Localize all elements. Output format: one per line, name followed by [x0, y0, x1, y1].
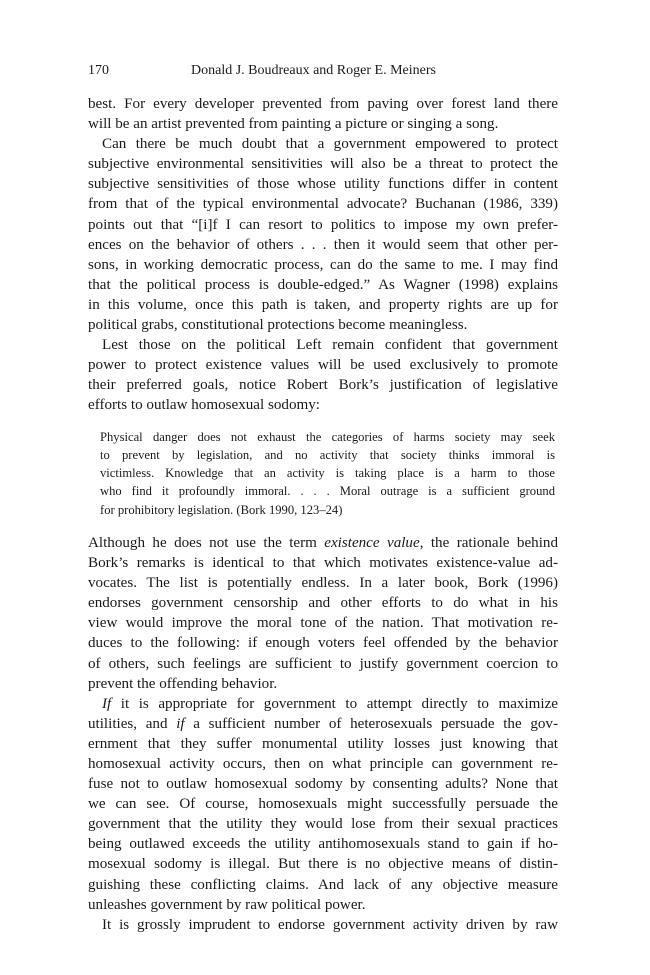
text-line: Can there be much doubt that a government empowered to protect [102, 136, 558, 153]
text-line: If it is appropriate for government to attempt directly to maximize [102, 695, 558, 712]
text-line: fuse not to outlaw homosexual sodomy by consenting adults? None that [88, 776, 558, 793]
text-line: guishing these conflicting claims. And lack of any objective measure [88, 876, 558, 893]
quote-line: Physical danger does not exhaust the categories of harms society may seek [100, 429, 555, 444]
text-line: subjective sensitivities of those whose utility functions differ in content [88, 176, 558, 193]
text-line: It is grossly imprudent to endorse government activity driven by raw [102, 916, 558, 933]
quote-line: who find it profoundly immoral. . . . Moral outrage is a sufficient ground [100, 484, 555, 499]
text-line: power to protect existence values will be used exclusively to promote [88, 357, 558, 374]
text-line: ences on the behavior of others . . . then it would seem that other per- [88, 236, 558, 253]
quote-line: to prevent by legislation, and no activity that society thinks immoral is [100, 447, 555, 462]
text-line: Lest those on the political Left remain confident that government [102, 337, 558, 354]
text-line: sons, in working democratic process, can do the same to me. I may find [88, 256, 558, 273]
text-line: mosexual sodomy is illegal. But there is no objective means of distin- [88, 856, 558, 873]
paragraph-6 [88, 915, 558, 935]
text-line: utilities, and if a sufficient number of heterosexuals persuade the gov- [88, 715, 558, 732]
text-line: that the political process is double-edged.” As Wagner (1998) explains [88, 276, 558, 293]
text-line: government that the utility they would lose from their sexual practices [88, 816, 558, 833]
page-number: 170 [88, 63, 109, 78]
text-line: subjective environmental sensitivities will also be a threat to protect the [88, 156, 558, 173]
text-line: will be an artist prevented from painting a picture or singing a song. [88, 116, 499, 133]
paragraph-4 [88, 533, 558, 694]
text-line: endorses government censorship and other efforts to do what in his [88, 595, 558, 612]
text-line: duces to the following: if enough voters feel offended by the behavior [88, 635, 558, 652]
running-head: Donald J. Boudreaux and Roger E. Meiners [191, 63, 436, 78]
text-line: from that of the typical environmental advocate? Buchanan (1986, 339) [88, 196, 558, 213]
text-line: unleashes government by raw political power. [88, 896, 366, 913]
text-line: their preferred goals, notice Robert Bork’s justification of legislative [88, 377, 558, 394]
paragraph-1 [88, 94, 558, 134]
text-line: we can see. Of course, homosexuals might successfully persuade the [88, 796, 558, 813]
body-text [88, 94, 558, 935]
paragraph-3 [88, 335, 558, 415]
text-line: best. For every developer prevented from paving over forest land there [88, 96, 558, 112]
paragraph-5 [88, 694, 558, 915]
italic-term: existence value [324, 534, 420, 551]
text-line: view would improve the moral tone of the nation. That motivation re- [88, 615, 558, 632]
quote-line: victimless. Knowledge that an activity is taking place is a harm to those [100, 466, 555, 481]
text-line: in this volume, once this path is taken, and property rights are up for [88, 296, 558, 313]
text-line: being outlawed exceeds the utility antihomosexuals stand to gain if ho- [88, 836, 558, 853]
text-line: efforts to outlaw homosexual sodomy: [88, 397, 320, 414]
text-line: prevent the offending behavior. [88, 675, 278, 692]
text-line: political grabs, constitutional protections become meaningless. [88, 317, 468, 334]
text-line: of others, such feelings are sufficient to justify government coercion to [88, 655, 558, 672]
text-line: ernment that they suffer monumental utility losses just knowing that [88, 735, 558, 752]
block-quote [100, 428, 555, 519]
text-line: Although he does not use the term existence value, the rationale behind [88, 534, 558, 551]
italic-term: If [102, 695, 112, 712]
italic-term: if [176, 715, 185, 732]
text-line: points out that “[i]f I can resort to politics to impose my own prefer- [88, 216, 558, 233]
text-line: vocates. The list is potentially endless. In a later book, Bork (1996) [88, 575, 558, 592]
text-line: Bork’s remarks is identical to that which motivates existence-value ad- [88, 555, 558, 572]
text-line: homosexual activity occurs, then on what principle can government re- [88, 756, 558, 773]
page-header [88, 63, 558, 83]
quote-line: for prohibitory legislation. (Bork 1990, 123–24) [100, 502, 343, 517]
paragraph-2 [88, 134, 558, 335]
